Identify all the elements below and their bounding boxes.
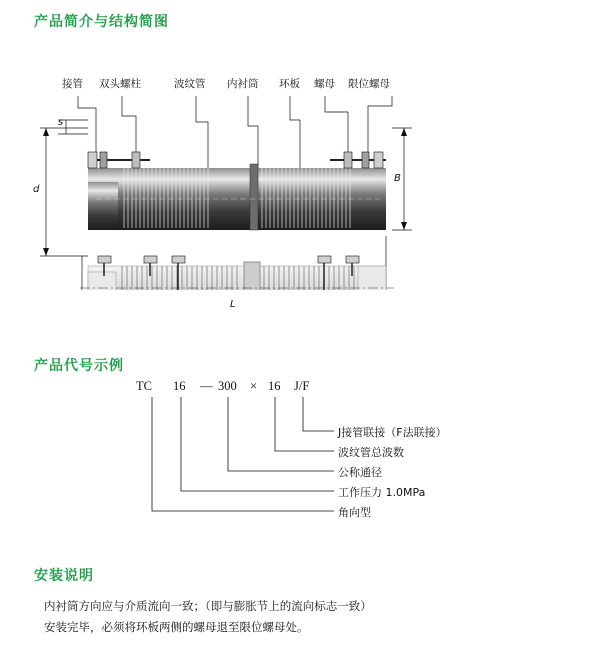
structure-diagram [0,60,600,310]
product-code-diagram [0,375,600,545]
code-part-type: TC [136,379,152,393]
callout-label-7: 限位螺母 [348,78,390,90]
code-desc-connection: J接管联接（F法联接） [338,426,447,439]
install-notes [44,598,564,640]
section-title-code: 产品代号示例 [34,358,124,374]
code-part-times: × [250,379,258,393]
code-part-dash: — [200,379,213,393]
install-note-line-1: 内衬筒方向应与介质流向一致；（即与膨胀节上的流向标志一致） [44,599,372,613]
dimension-label-d: d [33,184,40,195]
dimension-label-s: s [58,117,64,128]
structure-diagram-svg [0,60,600,290]
callout-label-2: 双头螺柱 [99,78,141,90]
code-desc-waves: 波纹管总波数 [338,446,404,459]
section-title-structure: 产品简介与结构简图 [34,14,169,30]
callout-label-4: 内衬筒 [227,78,259,90]
install-note-line-2: 安装完毕，必须将环板两侧的螺母退至限位螺母处。 [44,620,309,634]
section-title-install: 安装说明 [34,568,94,584]
dimension-label-L: L [230,299,236,310]
callout-label-5: 环板 [279,78,300,90]
product-code-leaders-svg [0,375,600,545]
callout-label-1: 接管 [62,78,83,90]
code-desc-pressure: 工作压力 1.0MPa [338,486,426,499]
code-part-connection: J/F [294,379,310,393]
callout-label-3: 波纹管 [174,78,206,90]
dimension-label-B: B [394,173,401,184]
callout-label-6: 螺母 [314,78,335,90]
code-part-waves: 16 [268,379,281,393]
code-desc-dn: 公称通径 [338,466,382,479]
code-part-dn: 300 [218,379,237,393]
code-desc-type: 角向型 [338,506,371,519]
code-part-pressure: 16 [173,379,186,393]
